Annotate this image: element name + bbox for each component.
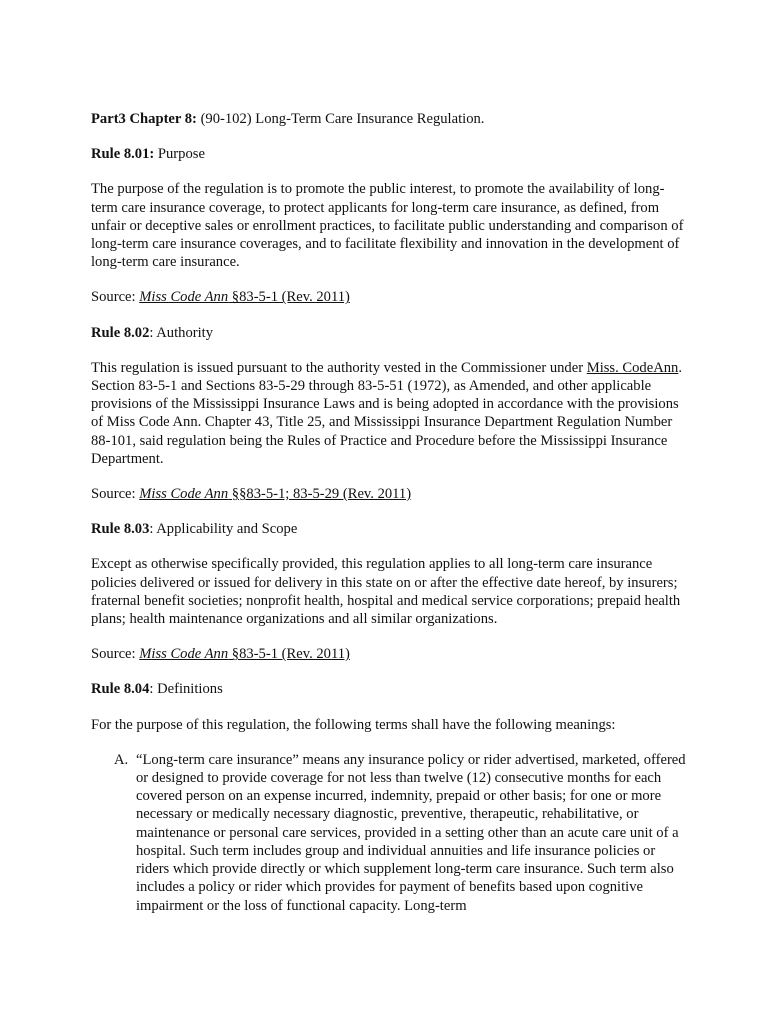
rule-source-8-01 xyxy=(91,288,691,306)
code-reference-link: Miss. CodeAnn xyxy=(586,359,679,376)
rule-heading-8-01 xyxy=(91,145,691,163)
rule-body-8-03: Except as otherwise specifically provided, this regulation applies to all long-term care insurance policies delivered or issued for delivery in this state on or after the effective date hereof, by insurers; fraternal benefit societies; nonprofit health, hospital and medical service corporations; prepaid health plans; health maintenance organizations and all similar organizations. xyxy=(91,556,681,628)
source-citation xyxy=(139,486,411,502)
source-citation-italic: Miss Code Ann xyxy=(139,646,229,663)
rule-body-8-01: The purpose of the regulation is to promote the public interest, to promote the availability of long-term care insurance coverage, to protect applicants for long-term care insurance, as defined, from unfair or deceptive sales or enrollment practices, to facilitate public understanding and comparison of long-term care insurance coverages, and to facilitate flexibility and innovation in the development of long-term care insurance. xyxy=(91,181,684,271)
rule-body-8-02 xyxy=(91,359,691,468)
rule-source-8-02 xyxy=(91,485,691,503)
source-citation xyxy=(139,289,350,305)
source-citation xyxy=(139,646,350,662)
source-citation-italic: Miss Code Ann xyxy=(139,486,229,503)
source-citation-rest: §83-5-1 (Rev. 2011) xyxy=(228,646,350,663)
rule-title: : Definitions xyxy=(149,681,223,698)
source-citation-rest: §83-5-1 (Rev. 2011) xyxy=(228,289,350,306)
source-prefix: Source: xyxy=(91,486,140,503)
definitions-list xyxy=(91,751,691,915)
rule-body-text: This regulation is issued pursuant to the authority vested in the Commissioner under xyxy=(91,359,587,376)
rule-title: : Authority xyxy=(149,324,214,341)
rule-heading-8-04 xyxy=(91,680,691,698)
source-prefix: Source: xyxy=(91,646,140,663)
rule-body-text-continued: . Section 83-5-1 and Sections 83-5-29 through 83-5-51 (1972), as Amended, and other applicable provisions of the Mississippi Insurance Laws and is being adopted in accordance with the provisions of Miss Code Ann. Chapter 43, Title 25, and Mississippi Insurance Department Regulation Number 88-101, said regulation being the Rules of Practice and Procedure before the Mississippi Insurance Department. xyxy=(91,359,682,467)
source-prefix: Source: xyxy=(91,289,140,306)
chapter-label: Part3 Chapter 8: xyxy=(91,111,197,127)
list-marker: A. xyxy=(114,751,129,768)
rule-title: Purpose xyxy=(154,146,205,163)
rule-label: Rule 8.01: xyxy=(91,146,155,163)
rule-heading-8-02 xyxy=(91,324,691,342)
rule-body-8-04: For the purpose of this regulation, the following terms shall have the following meanings: xyxy=(91,716,616,733)
chapter-heading xyxy=(91,110,691,128)
rule-label: Rule 8.04 xyxy=(91,681,150,698)
source-citation-italic: Miss Code Ann xyxy=(139,289,229,306)
document-body xyxy=(91,110,691,915)
rule-source-8-03 xyxy=(91,645,691,663)
rule-label: Rule 8.03 xyxy=(91,521,150,538)
rule-title: : Applicability and Scope xyxy=(149,521,298,538)
chapter-title: (90-102) Long-Term Care Insurance Regulation. xyxy=(196,111,485,127)
rule-heading-8-03 xyxy=(91,520,691,538)
list-item xyxy=(91,751,691,915)
rule-label: Rule 8.02 xyxy=(91,324,150,341)
source-citation-rest: §§83-5-1; 83-5-29 (Rev. 2011) xyxy=(228,486,412,503)
definition-text: “Long-term care insurance” means any insurance policy or rider advertised, marketed, offered or designed to provide coverage for not less than twelve (12) consecutive months for each covered person on an expense incurred, indemnity, prepaid or other basis; for one or more necessary or medically necessary diagnostic, preventive, therapeutic, rehabilitative, or maintenance or personal care services, provided in a setting other than an acute care unit of a hospital. Such term includes group and individual annuities and life insurance policies or riders which provide directly or which supplement long-term care insurance. Such term also includes a policy or rider which provides for payment of benefits based upon cognitive impairment or the loss of functional capacity. Long-term xyxy=(136,751,686,914)
